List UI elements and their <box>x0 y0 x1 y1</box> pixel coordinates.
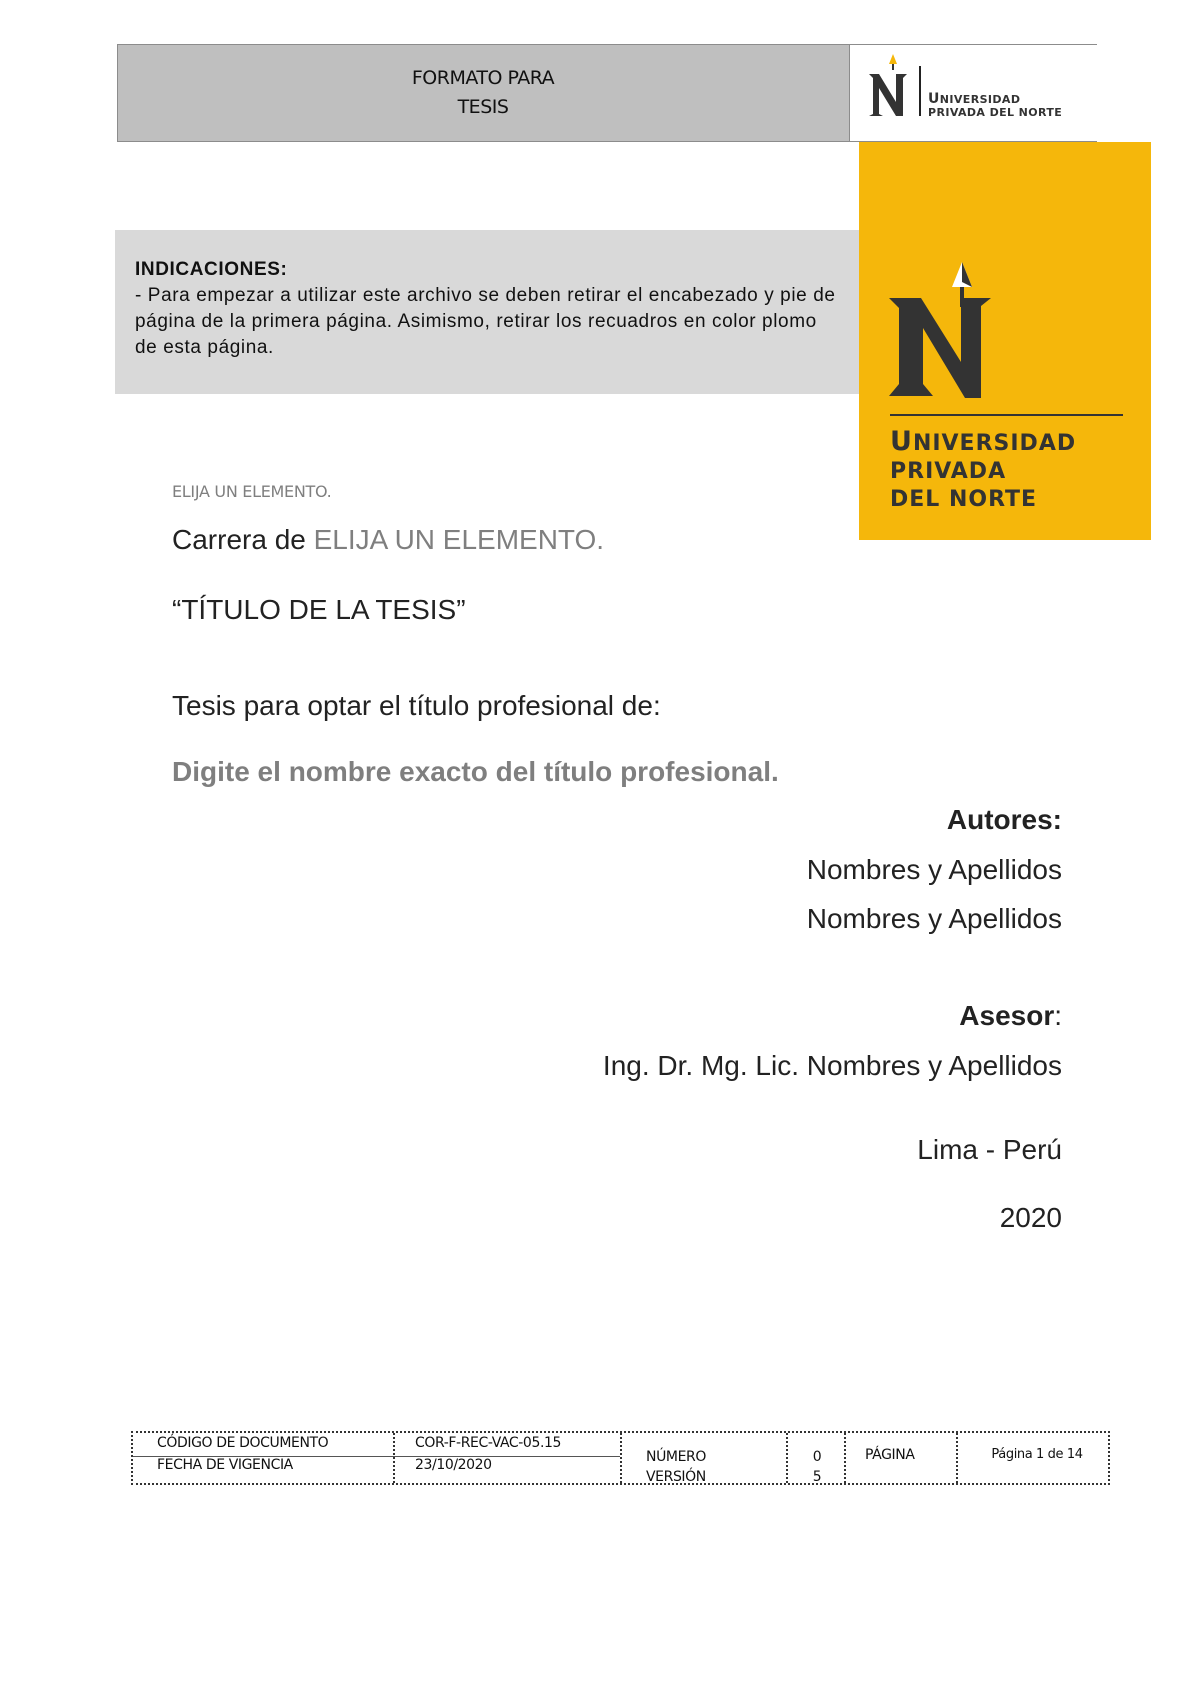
author-name-1[interactable]: Nombres y Apellidos <box>806 854 1062 885</box>
code-label: CÓDIGO DE DOCUMENTO <box>157 1435 329 1451</box>
page-label: PÁGINA <box>865 1447 915 1463</box>
logo-rule <box>890 414 1123 416</box>
career-dropdown[interactable]: ELIJA UN ELEMENTO. <box>313 524 605 555</box>
indications-title: INDICACIONES: <box>135 259 288 280</box>
indications-body: - Para empezar a utilizar este archivo se deben retirar el encabezado y pie de página de la primera página. Asimismo, retirar los recuadros en color plomo de esta página. <box>135 285 836 358</box>
place[interactable]: Lima - Perú <box>917 1134 1062 1165</box>
date-value: 23/10/2020 <box>415 1457 492 1473</box>
advisor-label: Asesor: <box>959 1000 1062 1031</box>
author-name-2[interactable]: Nombres y Apellidos <box>806 903 1062 934</box>
career-line <box>172 524 604 556</box>
university-n-large-icon <box>885 262 995 400</box>
version-label: NÚMERO VERSIÓN <box>646 1449 706 1485</box>
logo-brand-text: UNIVERSIDAD PRIVADA DEL NORTE <box>890 426 1077 512</box>
header-title-line1: FORMATO PARA <box>411 67 555 89</box>
advisor-name[interactable]: Ing. Dr. Mg. Lic. Nombres y Apellidos <box>602 1050 1062 1081</box>
year[interactable]: 2020 <box>999 1202 1062 1233</box>
career-prefix: Carrera de <box>172 524 314 555</box>
university-n-logo-icon <box>866 52 912 120</box>
header-logo-brand-text: UNIVERSIDAD PRIVADA DEL NORTE <box>928 91 1063 119</box>
code-value: COR-F-REC-VAC-05.15 <box>415 1435 562 1451</box>
document-footer-table <box>131 1431 1110 1485</box>
date-label: FECHA DE VIGENCIA <box>157 1457 293 1473</box>
header-logo-divider <box>919 66 921 116</box>
page-value: Página 1 de 14 <box>991 1447 1083 1462</box>
faculty-dropdown[interactable]: ELIJA UN ELEMENTO. <box>172 482 332 501</box>
version-value: 0 5 <box>812 1449 822 1485</box>
degree-intro: Tesis para optar el título profesional de: <box>172 690 661 721</box>
degree-placeholder-field[interactable]: Digite el nombre exacto del título profesional. <box>172 756 779 787</box>
header-title-line2: TESIS <box>457 96 509 118</box>
authors-label: Autores: <box>946 804 1062 835</box>
thesis-title[interactable]: “TÍTULO DE LA TESIS” <box>172 594 466 625</box>
header-title <box>117 44 849 142</box>
indications-box[interactable] <box>115 230 859 394</box>
